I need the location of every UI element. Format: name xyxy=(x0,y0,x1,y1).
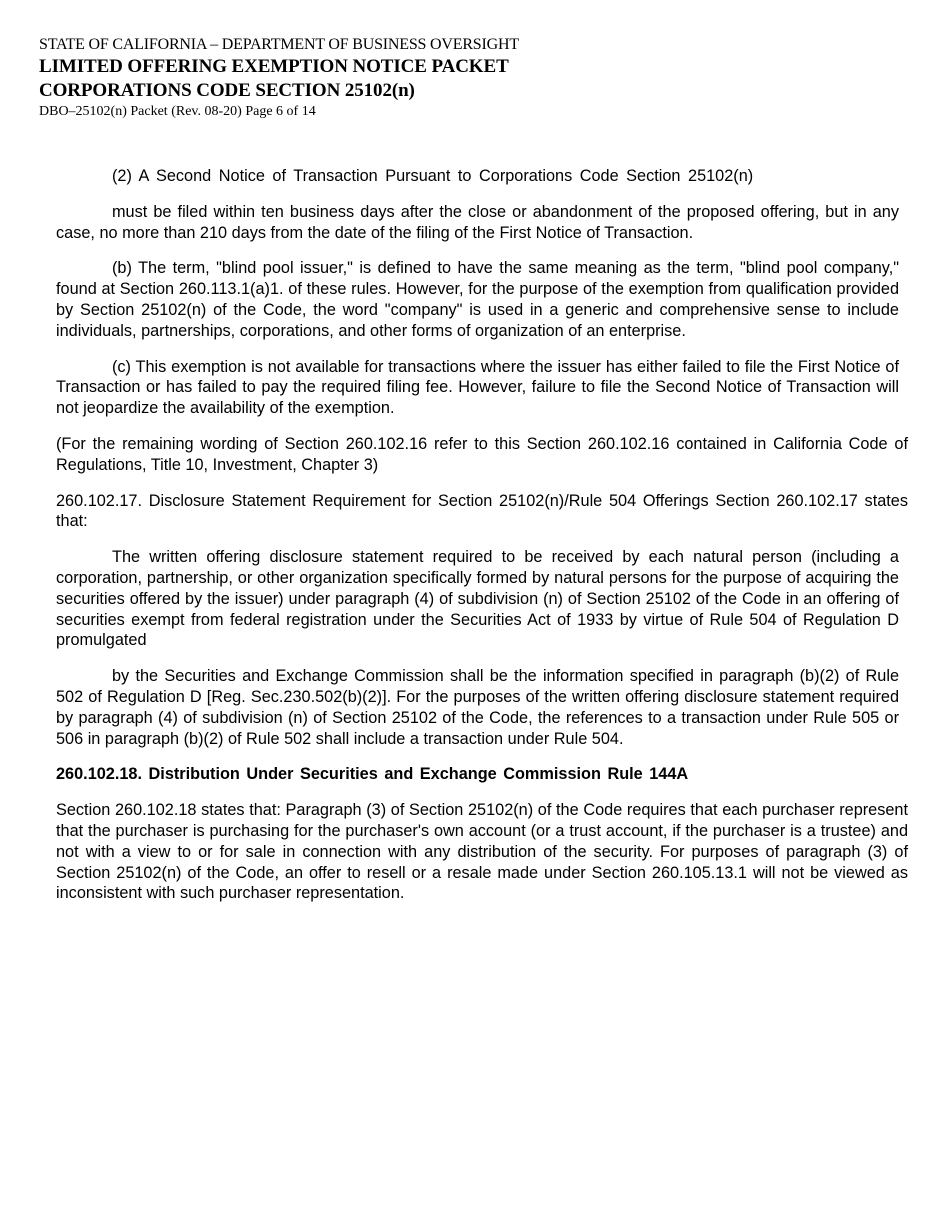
paragraph-sec-information: by the Securities and Exchange Commission shall be the information specified in paragraph (b)(2) of Rule 502 of Regulation D [Reg. Sec.230.502(b)(2)]. For the purposes of the written offering disclosure statement required by paragraph (4) of subdivision (n) of Section 25102 of the Code, the references to a transaction under Rule 505 or 506 in paragraph (b)(2) of Rule 502 shall include a transaction under Rule 504. xyxy=(56,667,899,748)
paragraph-purchaser-representation: Section 260.102.18 states that: Paragraph (3) of Section 25102(n) of the Code requires that each purchaser represent that the purchaser is purchasing for the purchaser's own account (or a trust account, if the purchaser is a trustee) and not with a view to or for sale in connection with any distribution of the security. For purposes of paragraph (3) of Section 25102(n) of the Code, an offer to resell or a resale made under Section 260.105.13.1 will not be viewed as inconsistent with such purchaser representation. xyxy=(56,801,908,903)
paragraph-remaining-wording: (For the remaining wording of Section 260.102.16 refer to this Section 260.102.16 contained in California Code of Regulations, Title 10, Investment, Chapter 3) xyxy=(56,434,908,474)
document-header xyxy=(39,35,739,121)
paragraph-blind-pool-issuer: (b) The term, "blind pool issuer," is defined to have the same meaning as the term, "blind pool company," found at Section 260.113.1(a)1. of these rules. However, for the purpose of the exemption from qualification provided by Section 25102(n) of the Code, the word "company" is used in a generic and comprehensive sense to include individuals, partnerships, corporations, and other forms of organization of an enterprise. xyxy=(56,259,899,340)
document-body xyxy=(56,166,908,919)
paragraph-filing-deadline: must be filed within ten business days after the close or abandonment of the proposed offering, but in any case, no more than 210 days from the date of the filing of the First Notice of Transaction. xyxy=(56,202,899,242)
document-title-line-2: CORPORATIONS CODE SECTION 25102(n) xyxy=(39,80,415,101)
paragraph-disclosure-statement: The written offering disclosure statement required to be received by each natural person (including a corporation, partnership, or other organization specifically formed by natural persons for the purpose of acquiring the securities offered by the issuer) under paragraph (4) of subdivision (n) of Section 25102 of the Code in an offering of securities exempt from federal registration under the Securities Act of 1933 by virtue of Rule 504 of Regulation D promulgated xyxy=(56,548,899,650)
section-heading-260-102-18: 260.102.18. Distribution Under Securities and Exchange Commission Rule 144A xyxy=(56,765,689,784)
agency-name: STATE OF CALIFORNIA – DEPARTMENT OF BUSINESS OVERSIGHT xyxy=(39,36,519,53)
paragraph-section-260-102-17: 260.102.17. Disclosure Statement Requirement for Section 25102(n)/Rule 504 Offerings Section 260.102.17 states that: xyxy=(56,491,908,531)
paragraph-exemption-availability: (c) This exemption is not available for transactions where the issuer has either failed to file the First Notice of Transaction or has failed to pay the required filing fee. However, failure to file the Second Notice of Transaction will not jeopardize the availability of the exemption. xyxy=(56,357,899,418)
document-title-line-1: LIMITED OFFERING EXEMPTION NOTICE PACKET xyxy=(39,56,509,77)
revision-page-info: DBO–25102(n) Packet (Rev. 08-20) Page 6 of 14 xyxy=(39,104,316,119)
paragraph-second-notice: (2) A Second Notice of Transaction Pursuant to Corporations Code Section 25102(n) xyxy=(112,167,754,185)
